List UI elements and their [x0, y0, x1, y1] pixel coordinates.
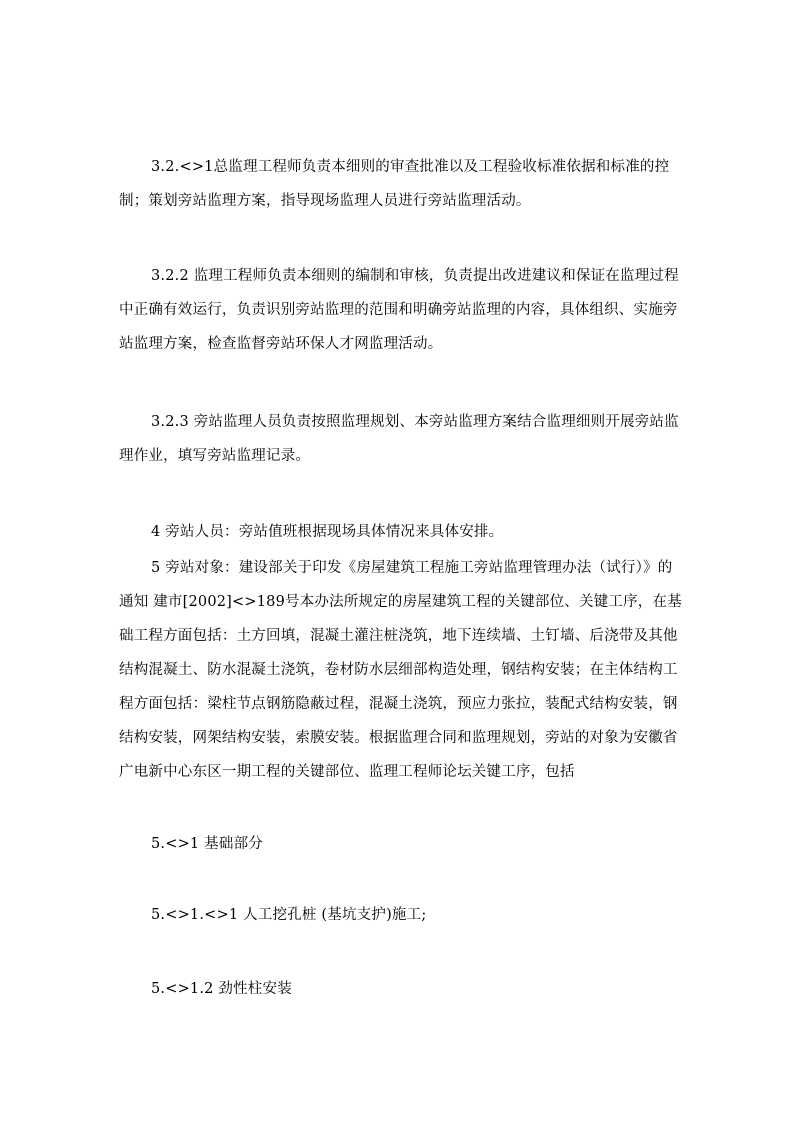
paragraph-4-personnel: 4 旁站人员：旁站值班根据现场具体情况来具体安排。 — [151, 523, 504, 540]
heading-5-1-1: 5.<>1.<>1 人工挖孔桩 (基坑支护)施工; — [151, 907, 427, 923]
heading-5-1: 5.<>1 基础部分 — [151, 836, 263, 852]
paragraph-5-objects: 5 旁站对象：建设部关于印发《房屋建筑工程施工旁站监理管理办法（试行）》的通知 建市[2002]<>189号本办法所规定的房屋建筑工程的关键部位、关键工序，在基础工程方面包括：土方回填，混凝土灌注桩浇筑，地下连续墙、土钉墙、后浇带及其他结构混凝土、防水混凝土浇筑，卷材防水层细部构造处理，钢结构安装；在主体结构工程方面包括：梁柱节点钢筋隐蔽过程，混凝土浇筑，预应力张拉，装配式结构安装，钢结构安装，网架结构安装，索膜安装。根据监理合同和监理规划，旁站的对象为安徽省广电新中心东区一期工程的关键部位、监理工程师论坛关键工序，包括 — [119, 559, 682, 780]
paragraph-3-2-3: 3.2.3 旁站监理人员负责按照监理规划、本旁站监理方案结合监理细则开展旁站监理作业，填写旁站监理记录。 — [119, 413, 679, 464]
paragraph-3-2-2: 3.2.2 监理工程师负责本细则的编制和审核，负责提出改进建议和保证在监理过程中正确有效运行，负责识别旁站监理的范围和明确旁站监理的内容，具体组织、实施旁站监理方案，检查监督旁站环保人才网监理活动。 — [119, 267, 679, 352]
paragraph-3-2-1: 3.2.<>1总监理工程师负责本细则的审查批准以及工程验收标准依据和标准的控制；策划旁站监理方案，指导现场监理人员进行旁站监理活动。 — [119, 158, 670, 209]
heading-5-1-2: 5.<>1.2 劲性柱安装 — [151, 981, 292, 997]
